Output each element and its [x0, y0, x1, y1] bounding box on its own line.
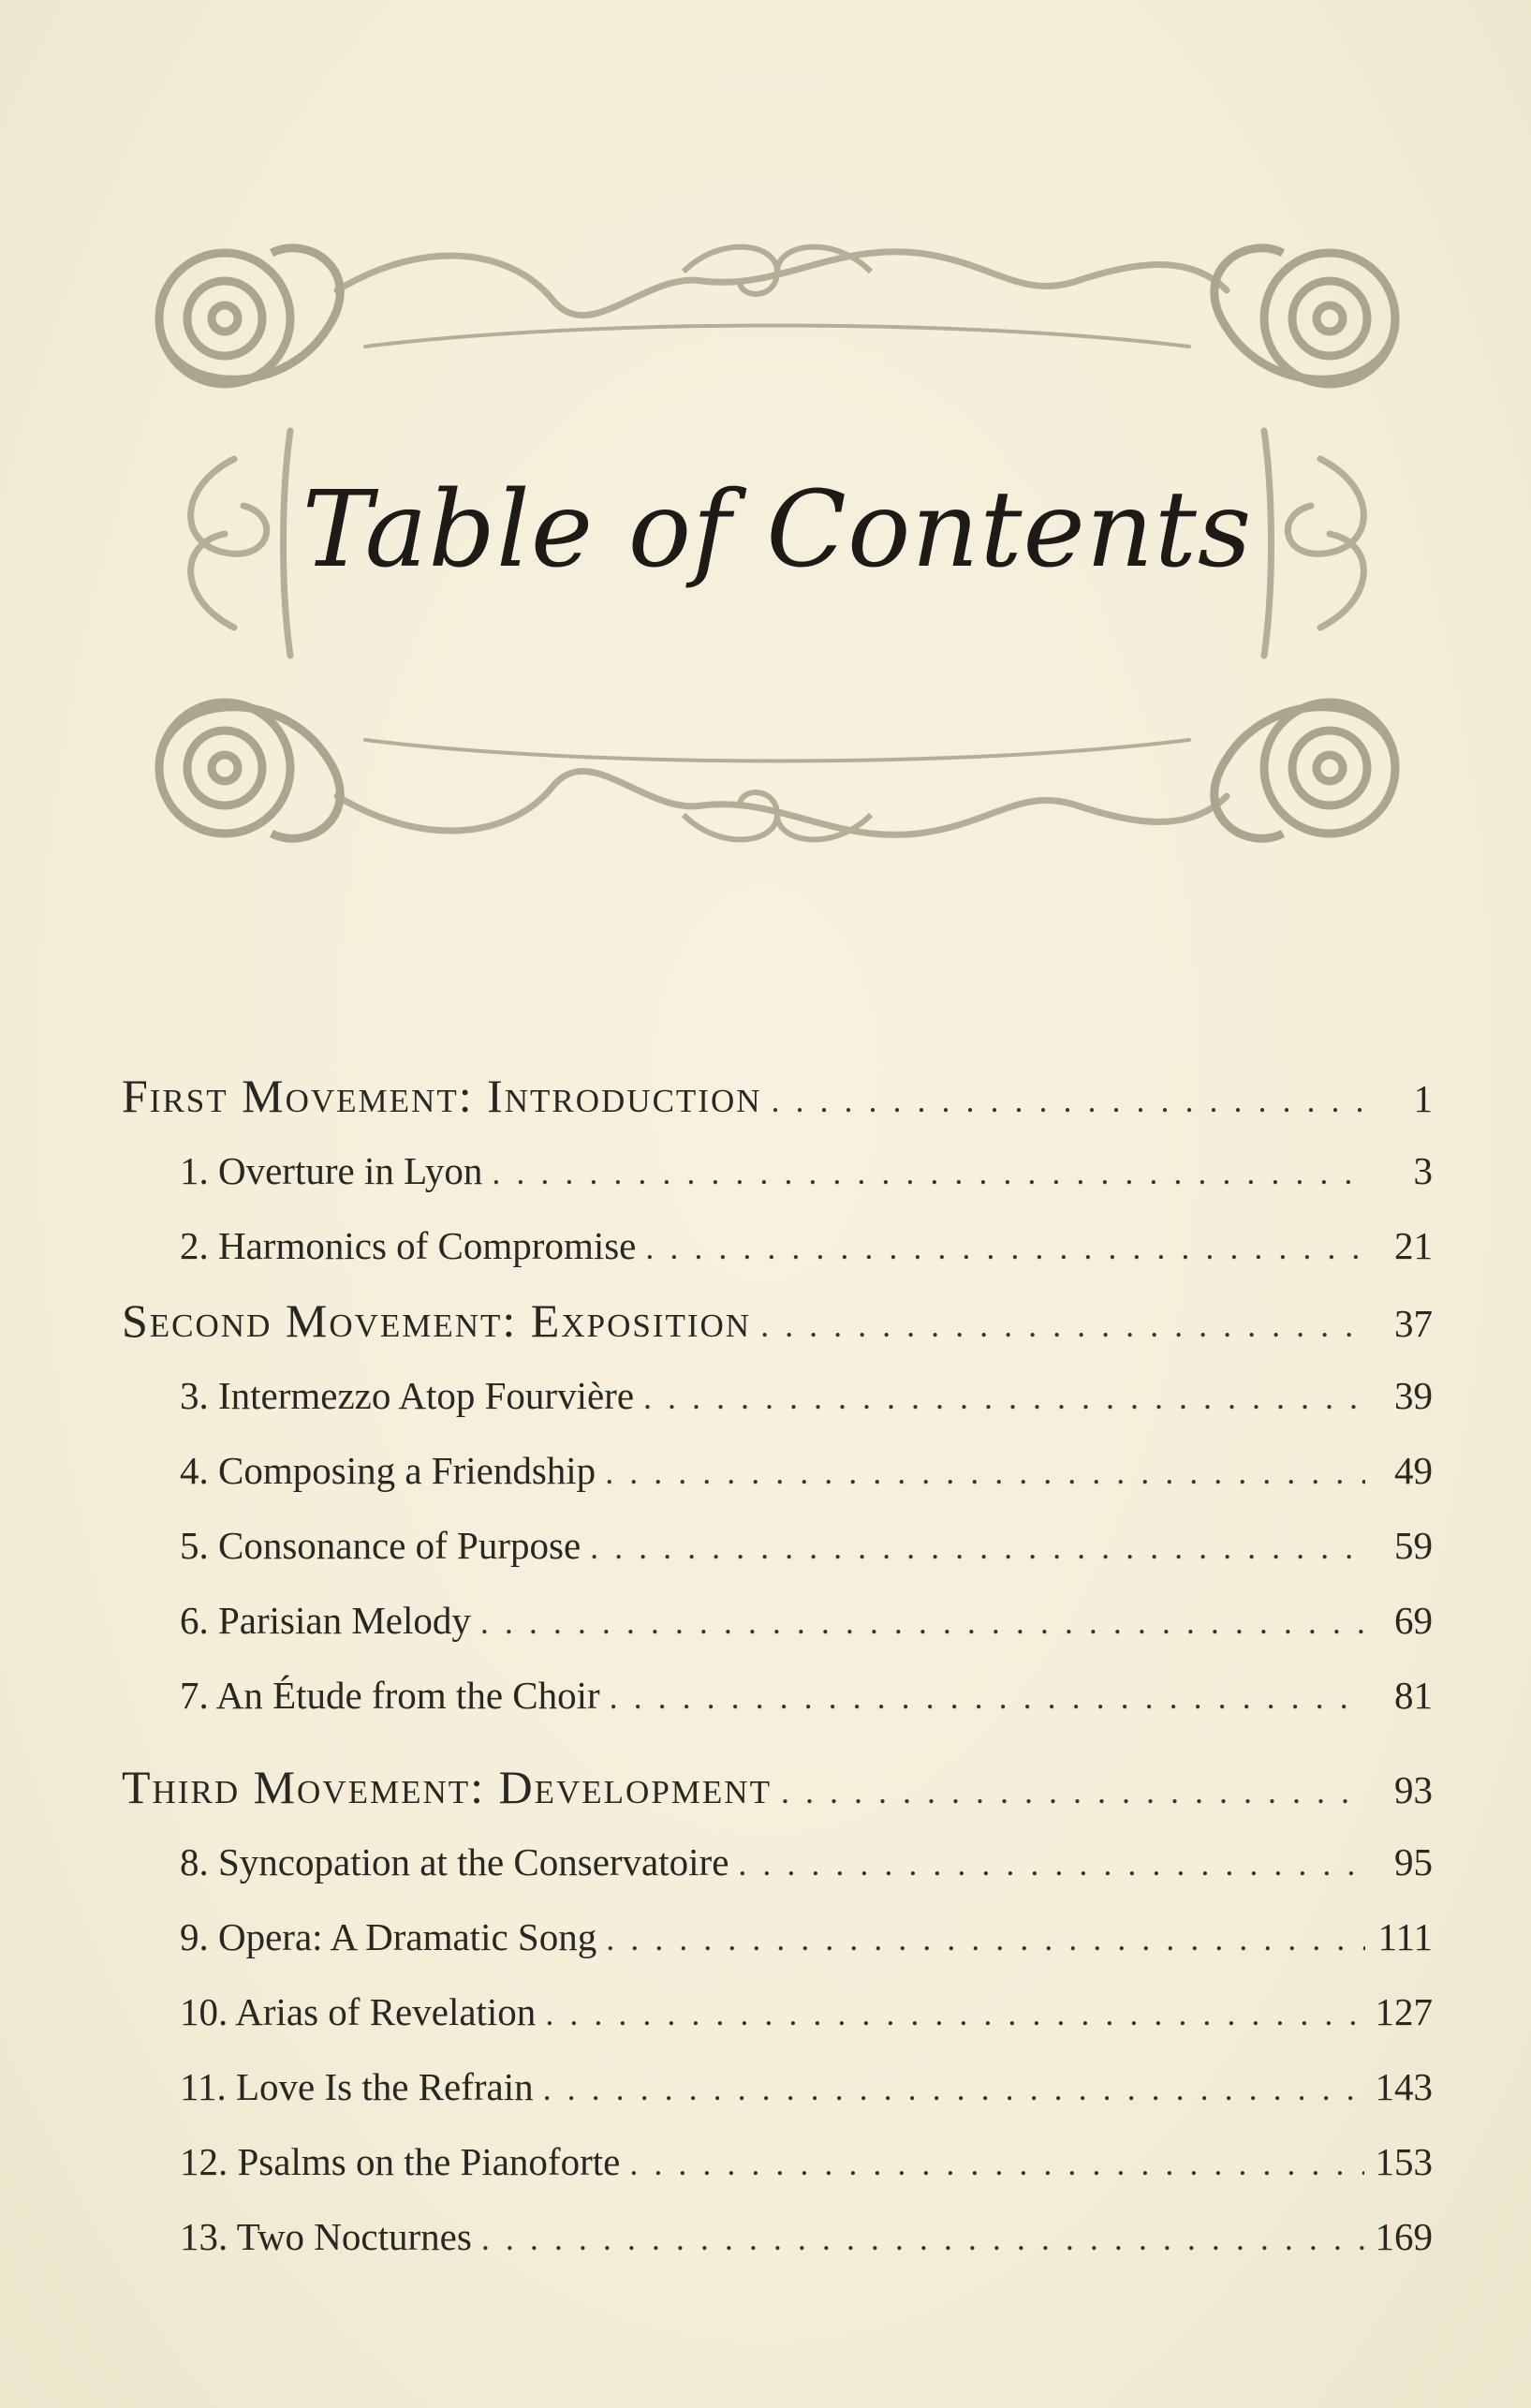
page-title: Table of Contents — [302, 469, 1253, 591]
leader-dots — [760, 1288, 1365, 1358]
leader-dots — [545, 1976, 1363, 2049]
toc-chapter-8[interactable] — [122, 1824, 1433, 1899]
leader-dots — [645, 1210, 1365, 1283]
toc-chapter-label: 2. Harmonics of Compromise — [180, 1224, 637, 1267]
toc-chapter-11[interactable] — [122, 2049, 1433, 2124]
toc-page-number: 143 — [1375, 2065, 1433, 2108]
leader-dots — [606, 1901, 1365, 1974]
toc-part-label: First Movement: Introduction — [122, 1070, 762, 1122]
toc-page-number: 37 — [1394, 1302, 1433, 1345]
toc-page-number: 49 — [1394, 1449, 1433, 1492]
toc-chapter-label: 4. Composing a Friendship — [180, 1449, 596, 1492]
toc-chapter-2[interactable] — [122, 1208, 1433, 1283]
table-of-contents — [122, 1058, 1433, 2274]
toc-part-first-movement[interactable] — [122, 1058, 1433, 1133]
leader-dots — [481, 2201, 1364, 2274]
leader-dots — [629, 2126, 1363, 2199]
toc-chapter-10[interactable] — [122, 1974, 1433, 2049]
leader-dots — [492, 1135, 1365, 1208]
toc-chapter-3[interactable] — [122, 1358, 1433, 1433]
toc-page-number: 59 — [1394, 1524, 1433, 1567]
toc-chapter-label: 9. Opera: A Dramatic Song — [180, 1915, 597, 1958]
toc-chapter-label: 6. Parisian Melody — [180, 1599, 471, 1642]
toc-part-label: Third Movement: Development — [122, 1761, 772, 1813]
toc-page-number: 81 — [1394, 1674, 1433, 1717]
leader-dots — [543, 2051, 1364, 2124]
toc-part-label: Second Movement: Exposition — [122, 1294, 752, 1347]
leader-dots — [605, 1435, 1365, 1508]
leader-dots — [772, 1063, 1366, 1133]
toc-page-number: 153 — [1375, 2140, 1433, 2183]
toc-chapter-label: 1. Overture in Lyon — [180, 1149, 483, 1192]
toc-page-number: 3 — [1413, 1149, 1433, 1192]
toc-chapter-label: 12. Psalms on the Pianoforte — [180, 2140, 621, 2183]
leader-dots — [643, 1360, 1365, 1433]
toc-chapter-6[interactable] — [122, 1583, 1433, 1658]
toc-part-second-movement[interactable] — [122, 1283, 1433, 1358]
toc-page-number: 95 — [1394, 1840, 1433, 1884]
toc-page-number: 93 — [1394, 1768, 1433, 1811]
toc-chapter-13[interactable] — [122, 2199, 1433, 2274]
leader-dots — [610, 1660, 1365, 1733]
toc-page-number: 169 — [1375, 2215, 1433, 2258]
leader-dots — [590, 1510, 1365, 1583]
toc-page-number: 21 — [1394, 1224, 1433, 1267]
leader-dots — [781, 1754, 1365, 1824]
toc-chapter-label: 8. Syncopation at the Conservatoire — [180, 1840, 729, 1884]
toc-page-number: 69 — [1394, 1599, 1433, 1642]
toc-part-third-movement[interactable] — [122, 1750, 1433, 1824]
toc-chapter-label: 7. An Étude from the Choir — [180, 1674, 600, 1717]
toc-chapter-9[interactable] — [122, 1899, 1433, 1974]
toc-chapter-1[interactable] — [122, 1133, 1433, 1208]
leader-dots — [480, 1585, 1365, 1658]
toc-chapter-12[interactable] — [122, 2124, 1433, 2199]
toc-chapter-label: 11. Love Is the Refrain — [180, 2065, 534, 2108]
toc-page-number: 111 — [1377, 1915, 1433, 1958]
toc-chapter-label: 13. Two Nocturnes — [180, 2215, 472, 2258]
toc-chapter-5[interactable] — [122, 1508, 1433, 1583]
toc-chapter-7[interactable] — [122, 1658, 1433, 1733]
toc-page-number: 39 — [1394, 1374, 1433, 1417]
toc-page-number: 1 — [1413, 1077, 1433, 1120]
leader-dots — [738, 1826, 1365, 1899]
toc-chapter-label: 5. Consonance of Purpose — [180, 1524, 581, 1567]
toc-chapter-label: 3. Intermezzo Atop Fourvière — [180, 1374, 635, 1417]
toc-chapter-label: 10. Arias of Revelation — [180, 1990, 537, 2033]
toc-page-number: 127 — [1375, 1990, 1433, 2033]
toc-chapter-4[interactable] — [122, 1433, 1433, 1508]
